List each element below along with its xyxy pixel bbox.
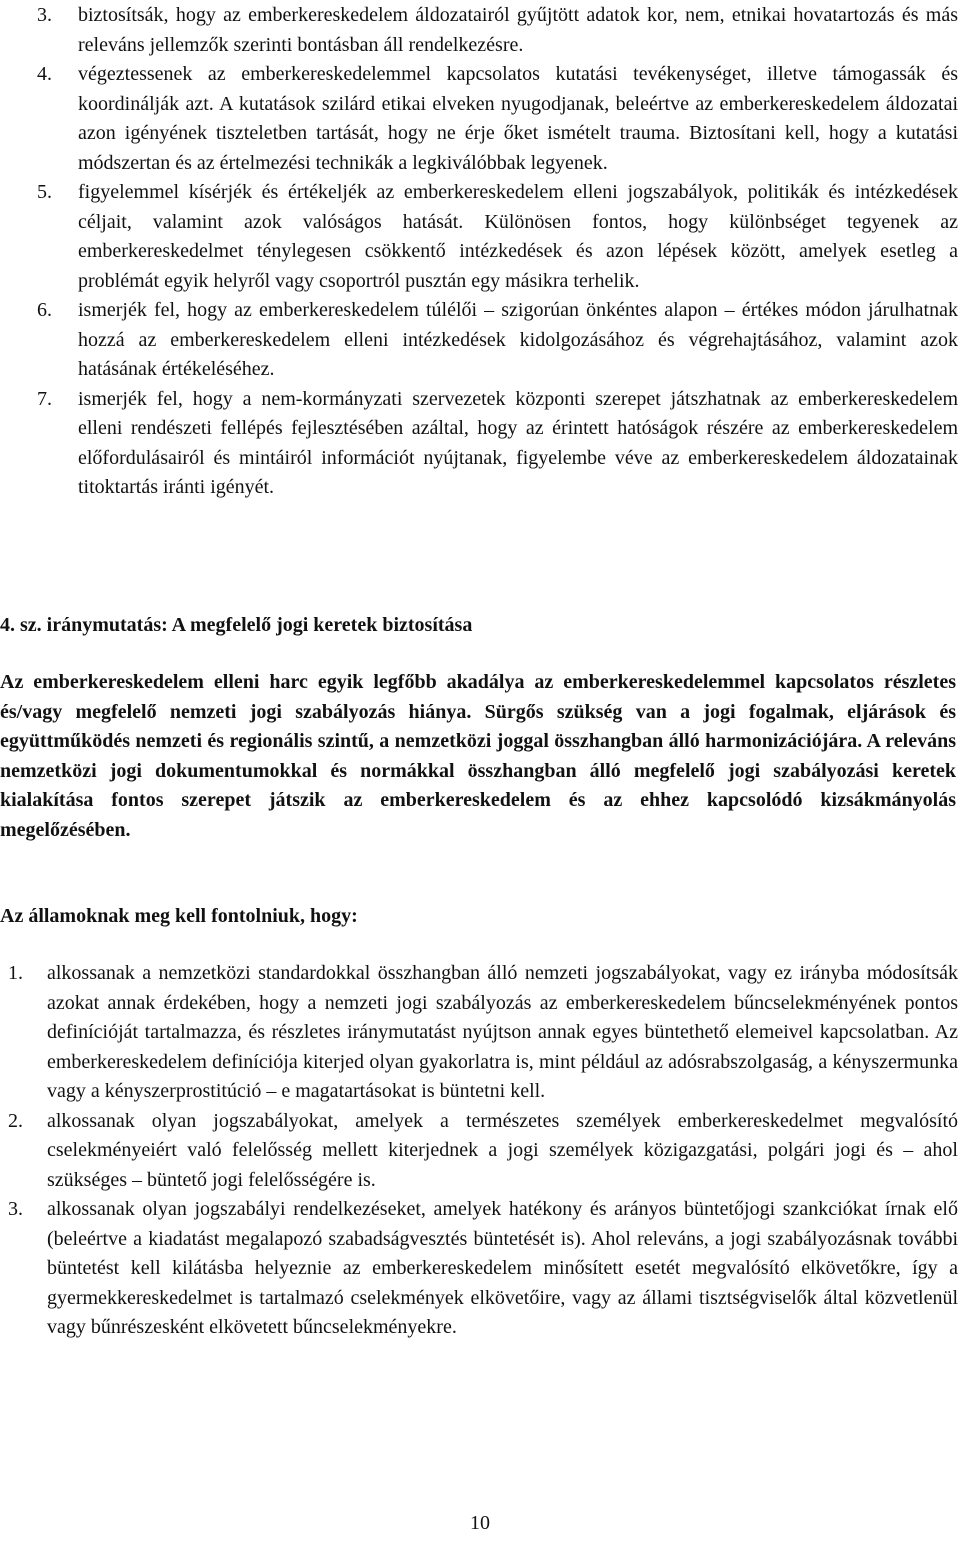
recommendations-list-1 — [0, 1, 958, 503]
list-item-text: figyelemmel kísérjék és értékeljék az emberkereskedelem elleni jogszabályok, politikák és intézkedések céljait, valamint azok valóságos hatását. Különösen fontos, hogy különbséget tegyenek az emberkereskedelmet ténylegesen csökkentő intézkedések és azon lépések között, amelyek esetleg a problémát egyik helyről vagy csoportról pusztán egy másikra terhelik. — [78, 181, 958, 292]
list-item-number: 3. — [8, 1198, 23, 1220]
list-item — [0, 1107, 958, 1196]
list-item-number: 1. — [8, 962, 23, 984]
list-item-number: 3. — [37, 4, 52, 26]
list-item-text: alkossanak olyan jogszabályi rendelkezéseket, amelyek hatékony és arányos büntetőjogi szankciókat írnak elő (beleértve a kiadatást megalapozó szabadságvesztés büntetését is). Ahol releváns, a jogi szabályozásnak további büntetést kell kilátásba helyeznie az emberkereskedelem minősített esetét megvalósító elkövetőkre, így a gyermekkereskedelmet is tartalmazó cselekmények elkövetőire, vagy az állami tisztségviselők által közvetlenül vagy bűnrészesként elkövetett bűncselekményekre. — [47, 1198, 958, 1338]
intro-paragraph: Az emberkereskedelem elleni harc egyik legfőbb akadálya az emberkereskedelemmel kapcsolatos részletes és/vagy megfelelő nemzeti jogi szabályozás hiánya. Sürgős szükség van a jogi fogalmak, eljárások és együttműködés nemzeti és regionális szintű, a nemzetközi joggal összhangban álló harmonizációjára. A releváns nemzetközi jogi dokumentumokkal és normákkal összhangban álló megfelelő jogi szabályozási keretek kialakítása fontos szerepet játszik az emberkereskedelem és az ehhez kapcsolódó kizsákmányolás megelőzésében. — [0, 671, 956, 841]
list-item — [0, 296, 958, 385]
recommendations-list-2 — [0, 959, 958, 1343]
list-item — [0, 60, 958, 178]
list-item — [0, 959, 958, 1107]
list-item-number: 5. — [37, 181, 52, 203]
states-heading: Az államoknak meg kell fontolniuk, hogy: — [0, 905, 358, 927]
list-item-number: 6. — [37, 299, 52, 321]
section-title: 4. sz. iránymutatás: A megfelelő jogi keretek biztosítása — [0, 614, 473, 636]
list-item-text: ismerjék fel, hogy az emberkereskedelem túlélői – szigorúan önkéntes alapon – értékes módon járulhatnak hozzá az emberkereskedelem elleni intézkedések kidolgozásához és végrehajtásához, valamint azok hatásának értékeléséhez. — [78, 299, 958, 380]
list-item-text: biztosítsák, hogy az emberkereskedelem áldozatairól gyűjtött adatok kor, nem, etnikai hovatartozás és más releváns jellemzők szerinti bontásban áll rendelkezésre. — [78, 4, 958, 56]
page-number: 10 — [470, 1512, 490, 1534]
list-item-text: alkossanak a nemzetközi standardokkal összhangban álló nemzeti jogszabályokat, vagy ez irányba módosítsák azokat annak érdekében, hogy a nemzeti jogi szabályozás az emberkereskedelem bűncselekményének pontos definícióját tartalmazza, és részletes iránymutatást nyújtson annak egyes büntethető elemeivel kapcsolatban. Az emberkereskedelem definíciója kiterjed olyan gyakorlatra is, mint például az adósrabszolgaság, a kényszermunka vagy a kényszerprostitúció – e magatartásokat is büntetni kell. — [47, 962, 958, 1102]
list-item — [0, 385, 958, 503]
list-item — [0, 178, 958, 296]
list-item-text: ismerjék fel, hogy a nem-kormányzati szervezetek központi szerepet játszhatnak az emberkereskedelem elleni rendészeti fellépés fejlesztésében azáltal, hogy az érintett hatóságok részére az emberkereskedelem előfordulásairól és mintáiról információt nyújtanak, figyelembe véve az emberkereskedelem áldozatainak titoktartás iránti igényét. — [78, 387, 958, 498]
list-item-text: végeztessenek az emberkereskedelemmel kapcsolatos kutatási tevékenységet, illetve támogassák és koordinálják azt. A kutatások szilárd etikai elveken nyugodjanak, beleértve az emberkereskedelem áldozatai azon igényének tiszteletben tartását, hogy ne érje őket ismételt trauma. Biztosítani kell, hogy a kutatási módszertan és az értelmezési technikák a legkiválóbbak legyenek. — [78, 63, 958, 174]
list-item-number: 7. — [37, 387, 52, 410]
list-item-number: 2. — [8, 1109, 23, 1132]
list-item-number: 4. — [37, 63, 52, 85]
list-item — [0, 1195, 958, 1343]
list-item-text: alkossanak olyan jogszabályokat, amelyek a természetes személyek emberkereskedelmet megvalósító cselekményeiért való felelősség mellett kiterjednek a jogi személyek közigazgatási, polgári jogi és – ahol szükséges – büntető jogi felelősségére is. — [47, 1109, 958, 1191]
list-item — [0, 1, 958, 60]
